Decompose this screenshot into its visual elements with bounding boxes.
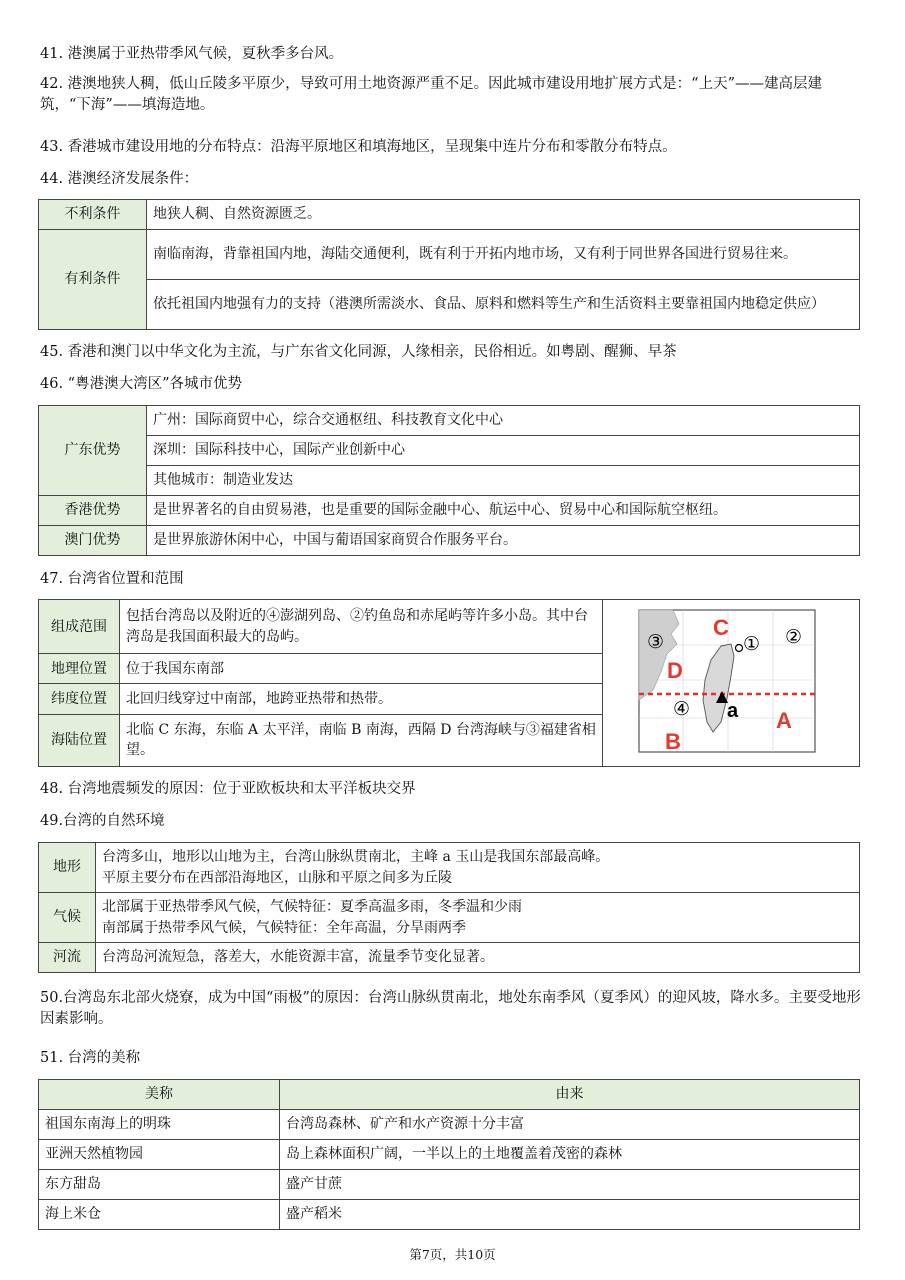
item-43: 43. 香港城市建设用地的分布特点：沿海平原地区和填海地区，呈现集中连片分布和零散分布特点。 — [40, 139, 677, 155]
label-geo-position: 地理位置 — [39, 654, 120, 684]
cell-climate — [96, 893, 860, 943]
cell-hongkong: 是世界著名的自由贸易港，也是重要的国际金融中心、航运中心、贸易中心和国际航空枢纽。 — [147, 496, 860, 526]
cell-other-cities: 其他城市：制造业发达 — [147, 466, 860, 496]
label-latitude: 纬度位置 — [39, 684, 120, 714]
map-cell — [603, 600, 860, 767]
table-natural-environment — [38, 842, 860, 973]
table-economic-conditions — [38, 199, 860, 330]
map-label-d: D — [667, 658, 683, 683]
item-41: 41. 港澳属于亚热带季风气候，夏秋季多台风。 — [40, 46, 344, 62]
cell-terrain — [96, 843, 860, 893]
map-label-2: ② — [785, 626, 803, 648]
map-label-1: ① — [743, 633, 761, 655]
map-label-a: A — [776, 708, 792, 733]
cell-composition: 包括台湾岛以及附近的④澎湖列岛、②钓鱼岛和赤尾屿等许多小岛。其中台湾岛是我国面积最大的岛屿。 — [120, 600, 603, 654]
label-hongkong: 香港优势 — [39, 496, 147, 526]
header-origin: 由来 — [280, 1080, 860, 1110]
label-rivers: 河流 — [39, 943, 96, 973]
nickname-cell: 祖国东南海上的明珠 — [39, 1110, 280, 1140]
nickname-cell: 海上米仓 — [39, 1200, 280, 1230]
origin-cell: 盛产甘蔗 — [280, 1170, 860, 1200]
map-label-3: ③ — [647, 631, 665, 653]
label-sea-land: 海陆位置 — [39, 714, 120, 766]
item-51: 51. 台湾的美称 — [40, 1050, 141, 1066]
item-44: 44. 港澳经济发展条件： — [40, 171, 199, 187]
table-taiwan-nicknames — [38, 1079, 860, 1230]
header-nickname: 美称 — [39, 1080, 280, 1110]
label-terrain: 地形 — [39, 843, 96, 893]
terrain-line-2: 平原主要分布在西部沿海地区，山脉和平原之间多为丘陵 — [102, 869, 452, 886]
page-footer: 第7页，共10页 — [409, 1247, 496, 1262]
nickname-cell: 东方甜岛 — [39, 1170, 280, 1200]
label-guangdong: 广东优势 — [39, 406, 147, 496]
label-composition: 组成范围 — [39, 600, 120, 654]
origin-cell: 台湾岛森林、矿产和水产资源十分丰富 — [280, 1110, 860, 1140]
label-climate: 气候 — [39, 893, 96, 943]
item-42: 42. 港澳地狭人稠，低山丘陵多平原少，导致可用土地资源严重不足。因此城市建设用地扩展方式是：“上天”——建高层建筑，“下海”——填海造地。 — [40, 76, 822, 114]
item-50: 50.台湾岛东北部火烧寮，成为中国“雨极”的原因：台湾山脉纵贯南北，地处东南季风（夏季风）的迎风坡，降水多。主要受地形因素影响。 — [40, 990, 861, 1028]
origin-cell: 盛产稻米 — [280, 1200, 860, 1230]
cell-unfavorable: 地狭人稠、自然资源匮乏。 — [147, 200, 860, 230]
cell-guangzhou: 广州：国际商贸中心，综合交通枢纽、科技教育文化中心 — [147, 406, 860, 436]
table-bay-area — [38, 405, 860, 556]
cell-geo-position: 位于我国东南部 — [120, 654, 603, 684]
item-49: 49.台湾的自然环境 — [40, 813, 165, 829]
cell-latitude: 北回归线穿过中南部，地跨亚热带和热带。 — [120, 684, 603, 714]
cell-shenzhen: 深圳：国际科技中心，国际产业创新中心 — [147, 436, 860, 466]
label-macao: 澳门优势 — [39, 526, 147, 556]
map-label-b: B — [665, 729, 681, 754]
origin-cell: 岛上森林面积广阔，一半以上的土地覆盖着茂密的森林 — [280, 1140, 860, 1170]
climate-line-2: 南部属于热带季风气候，气候特征：全年高温，分旱雨两季 — [102, 919, 466, 936]
cell-sea-land: 北临 C 东海，东临 A 太平洋，南临 B 南海，西隔 D 台湾海峡与③福建省相望。 — [120, 714, 603, 766]
map-label-c: C — [713, 615, 729, 640]
map-label-4: ④ — [673, 698, 691, 720]
nickname-cell: 亚洲天然植物园 — [39, 1140, 280, 1170]
cell-favorable-2: 依托祖国内地强有力的支持（港澳所需淡水、食品、原料和燃料等生产和生活资料主要靠祖国内地稳定供应） — [147, 280, 860, 330]
item-46: 46. “粤港澳大湾区”各城市优势 — [40, 376, 242, 392]
item-47: 47. 台湾省位置和范围 — [40, 571, 184, 587]
label-favorable: 有利条件 — [39, 230, 147, 330]
cell-rivers: 台湾岛河流短急，落差大，水能资源丰富，流量季节变化显著。 — [96, 943, 860, 973]
item-48: 48. 台湾地震频发的原因：位于亚欧板块和太平洋板块交界 — [40, 781, 416, 797]
item-45: 45. 香港和澳门以中华文化为主流，与广东省文化同源，人缘相亲，民俗相近。如粤剧、醒狮、早茶 — [40, 344, 677, 360]
label-unfavorable: 不利条件 — [39, 200, 147, 230]
map-label-a-peak: a — [727, 700, 739, 722]
climate-line-1: 北部属于亚热带季风气候，气候特征：夏季高温多雨，冬季温和少雨 — [102, 899, 522, 916]
terrain-line-1: 台湾多山，地形以山地为主，台湾山脉纵贯南北，主峰 a 玉山是我国东部最高峰。 — [102, 849, 610, 866]
cell-favorable-1: 南临南海，背靠祖国内地，海陆交通便利，既有利于开拓内地市场，又有利于同世界各国进行贸易往来。 — [147, 230, 860, 280]
cell-macao: 是世界旅游休闲中心，中国与葡语国家商贸合作服务平台。 — [147, 526, 860, 556]
taiwan-map — [603, 600, 857, 766]
table-taiwan-location — [38, 599, 860, 767]
